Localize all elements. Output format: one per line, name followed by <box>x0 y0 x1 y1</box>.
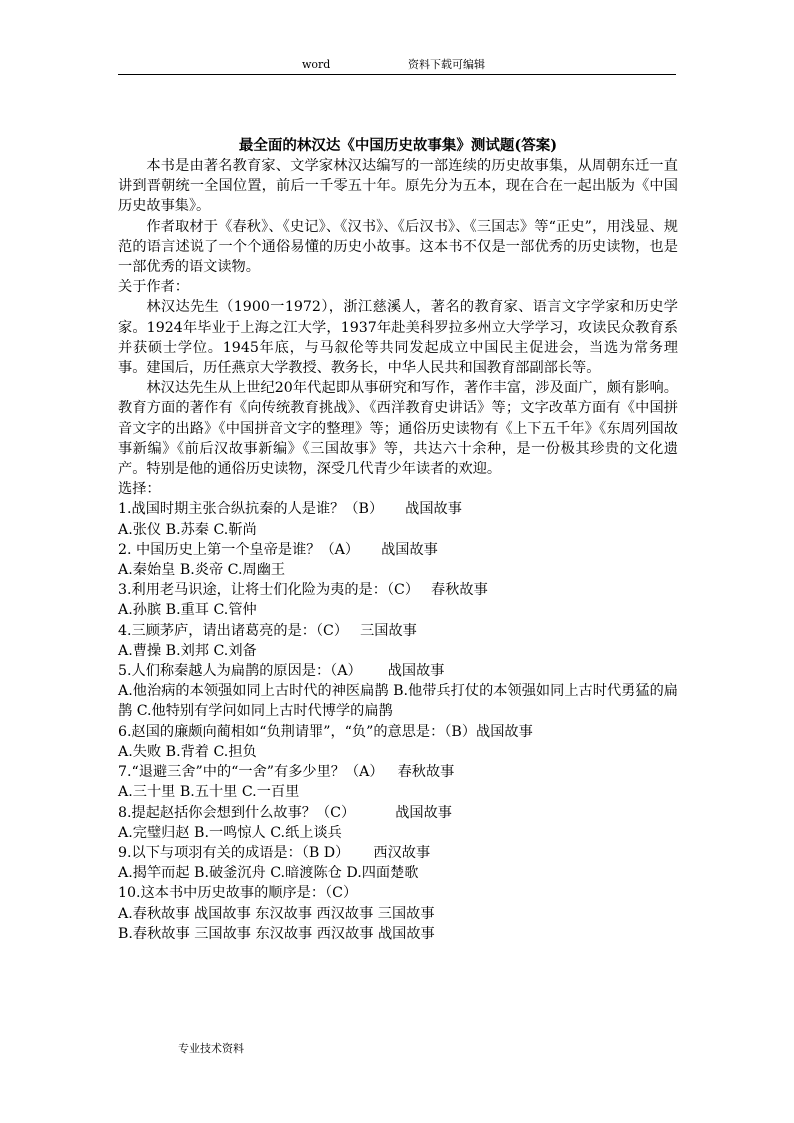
question-text: 5.人们称秦越人为扁鹊的原因是：（A） <box>118 663 362 680</box>
header-right-text: 资料下载可编辑 <box>408 58 485 71</box>
question-text: 2. 中国历史上第一个皇帝是谁？（A） <box>118 541 360 558</box>
question-2 <box>118 540 678 580</box>
question-options: A.他治病的本领强如同上古时代的神医扁鹊 B.他带兵打仗的本领强如同上古时代勇猛的扁鹊 C.他特别有学问如同上古时代博学的扁鹊 <box>118 683 678 720</box>
page-footer: 专业技术资料 <box>178 1042 244 1055</box>
question-text: 10.这本书中历史故事的顺序是：（C） <box>118 885 358 902</box>
question-tag: 三国故事 <box>360 622 417 639</box>
question-options: A.失败 B.背着 C.担负 <box>118 743 257 760</box>
document-body <box>118 136 678 944</box>
question-options-2: B.春秋故事 三国故事 东汉故事 西汉故事 战国故事 <box>118 925 435 942</box>
intro-paragraph-1: 本书是由著名教育家、文学家林汉达编写的一部连续的历史故事集，从周朝东迁一直讲到晋朝统一全国位置，前后一千零五十年。原先分为五本，现在合在一起出版为《中国历史故事集》。 <box>118 158 678 215</box>
question-4 <box>118 621 678 661</box>
question-tag: 春秋故事 <box>397 764 455 781</box>
question-options: A.三十里 B.五十里 C.一百里 <box>118 784 300 801</box>
question-3 <box>118 580 678 620</box>
question-8 <box>118 803 678 843</box>
question-options: A.秦始皇 B.炎帝 C.周幽王 <box>118 562 286 579</box>
page-header <box>118 56 676 75</box>
question-text: 1.战国时期主张合纵抗秦的人是谁？（B） <box>118 501 384 518</box>
question-text: 8.提起赵括你会想到什么故事？（C） <box>118 804 356 821</box>
question-text: 6.赵国的廉颇向蔺相如“负荆请罪”，“负”的意思是：（B） <box>118 723 477 740</box>
question-text: 4.三顾茅庐，请出诸葛亮的是：（C） <box>118 622 349 639</box>
question-options: A.曹操 B.刘邦 C.刘备 <box>118 642 257 659</box>
question-text: 3.利用老马识途，让将士们化险为夷的是：（C） <box>118 582 420 599</box>
question-options: A.完璧归赵 B.一鸣惊人 C.纸上谈兵 <box>118 824 342 841</box>
question-1 <box>118 499 678 539</box>
question-options: A.春秋故事 战国故事 东汉故事 西汉故事 三国故事 <box>118 905 435 922</box>
question-tag: 战国故事 <box>395 804 452 821</box>
question-tag: 春秋故事 <box>431 582 488 599</box>
about-paragraph-2: 林汉达先生从上世纪20年代起即从事研究和写作，著作丰富，涉及面广，颇有影响。教育方面的著作有《向传统教育挑战》、《西洋教育史讲话》等；文字改革方面有《中国拼音文字的出路》《中国拼音文字的整理》等；通俗历史读物有《上下五千年》《东周列国故事新编》《前后汉故事新编》《三国故事》等，共达六十余种，是一份极其珍贵的文化遗产。特别是他的通俗历史读物，深受几代青少年读者的欢迎。 <box>118 380 678 478</box>
choice-heading: 选择： <box>118 481 161 498</box>
question-tag: 战国故事 <box>476 723 533 740</box>
question-5 <box>118 661 678 722</box>
about-heading: 关于作者： <box>118 279 189 296</box>
question-tag: 战国故事 <box>381 541 438 558</box>
question-options: A.张仪 B.苏秦 C.靳尚 <box>118 521 257 538</box>
question-tag: 战国故事 <box>405 501 462 518</box>
question-options: A.孙膑 B.重耳 C.管仲 <box>118 602 257 619</box>
header-left-text: word <box>302 58 331 71</box>
question-text: 9.以下与项羽有关的成语是：（B D） <box>118 844 350 861</box>
question-7 <box>118 762 678 802</box>
question-6 <box>118 722 678 762</box>
question-tag: 战国故事 <box>387 663 445 680</box>
question-tag: 西汉故事 <box>373 844 431 861</box>
question-options: A.揭竿而起 B.破釜沉舟 C.暗渡陈仓 D.四面楚歌 <box>118 865 419 882</box>
question-text: 7.“退避三舍”中的“一舍”有多少里？（A） <box>118 764 384 781</box>
document-title: 最全面的林汉达《中国历史故事集》测试题(答案) <box>238 137 558 154</box>
question-10 <box>118 883 678 944</box>
about-paragraph-1: 林汉达先生（1900一1972），浙江慈溪人，著名的教育家、语言文字学家和历史学家。1924年毕业于上海之江大学，1937年赴美科罗拉多州立大学学习，攻读民众教育系并获硕士学位。1945年底，与马叙伦等共同发起成立中国民主促进会，当选为常务理事。建国后，历任燕京大学教授、教务长，中华人民共和国教育部副部长等。 <box>118 299 678 377</box>
intro-paragraph-2: 作者取材于《春秋》、《史记》、《汉书》、《后汉书》、《三国志》等“正史”，用浅显、规范的语言述说了一个个通俗易懂的历史小故事。这本书不仅是一部优秀的历史读物，也是一部优秀的语文读物。 <box>118 218 678 276</box>
question-9 <box>118 843 678 883</box>
